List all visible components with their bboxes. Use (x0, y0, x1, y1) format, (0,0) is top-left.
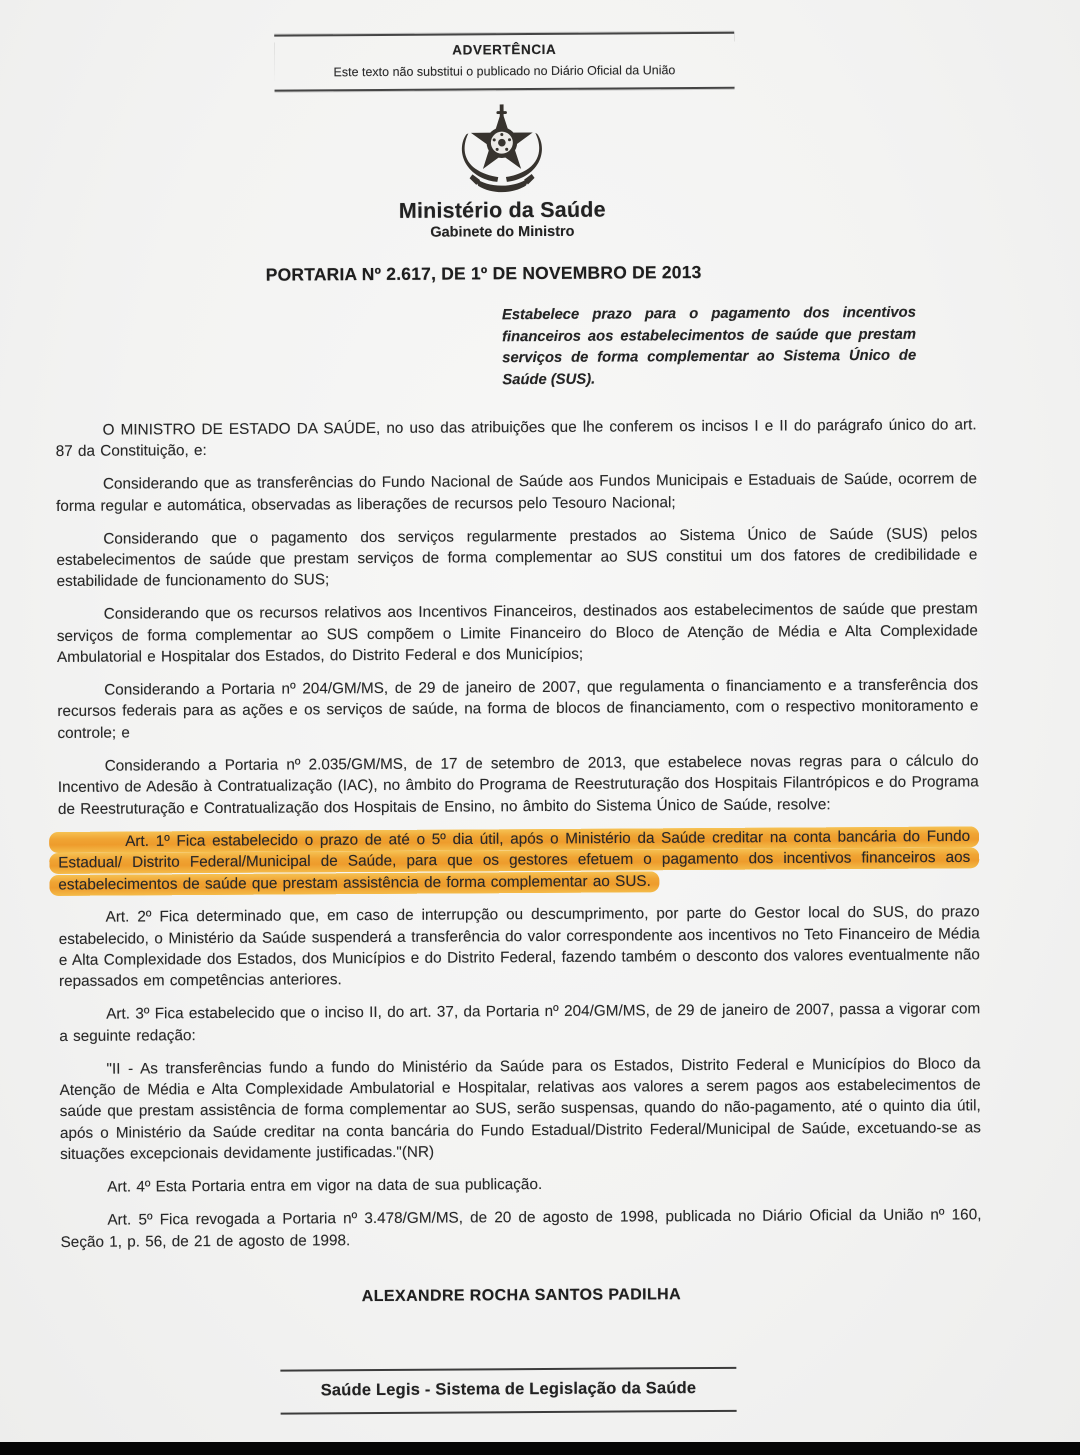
footer-box (280, 1367, 736, 1415)
document-paragraph: Considerando a Portaria nº 204/GM/MS, de 29 de janeiro de 2007, que regulamenta o financiamento e a transferência dos recursos federais para as ações e os serviços de saúde, na forma de blocos de financiamento, com o respectivo monitoramento e controle; e (57, 676, 979, 742)
document-summary: Estabelece prazo para o pagamento dos incentivos financeiros aos estabelecimentos de saúde que prestam serviços de forma complementar ao Sistema Único de Saúde (SUS). (501, 304, 917, 388)
document-paragraph: Art. 4º Esta Portaria entra em vigor na data de sua publicação. (107, 1176, 543, 1196)
highlighted-text: Art. 1º Fica estabelecido o prazo de até o 5º dia útil, após o Ministério da Saúde creditar na conta bancária do Fundo Estadual/ Distrito Federal/Municipal de Saúde, para que os gestores efetuem o pagamento dos incentivos financeiros aos estabelecimentos de saúde que prestam assistência de forma complementar ao SUS. (49, 826, 979, 895)
footer-label: Saúde Legis - Sistema de Legislação da Saúde (320, 1379, 697, 1400)
brazil-coat-of-arms-icon (459, 103, 546, 202)
document-paragraph: Art. 3º Fica estabelecido que o inciso II, do art. 37, da Portaria nº 204/GM/MS, de 29 de janeiro de 2007, passa a vigorar com a seguinte redação: (59, 1000, 981, 1045)
document-paragraph: Considerando a Portaria nº 2.035/GM/MS, de 17 de setembro de 2013, que estabelece novas regras para o cálculo do Incentivo de Adesão à Contratualização (IAC), no âmbito do Programa de Reestruturação dos Hospitais Filantrópicos e do Programa de Reestruturação e Contratualização dos Hospitais de Ensino, no âmbito do Sistema Único de Saúde, resolve: (57, 752, 979, 818)
document-paragraph (58, 826, 979, 896)
office-name: Gabinete do Ministro (430, 223, 575, 241)
notice-box (274, 32, 734, 92)
notice-subtitle: Este texto não substitui o publicado no Diário Oficial da União (333, 63, 676, 80)
document-paragraph: Art. 5º Fica revogada a Portaria nº 3.478/GM/MS, de 20 de agosto de 1998, publicada no Diário Oficial da União nº 160, Seção 1, p. 56, de 21 de agosto de 1998. (60, 1206, 982, 1251)
document-paragraph: Considerando que as transferências do Fundo Nacional de Saúde aos Fundos Municipais e Estaduais de Saúde, ocorrem de forma regular e automática, observadas as liberações de recursos pelo Tesouro Nacional; (56, 470, 977, 515)
document-paragraph: Considerando que os recursos relativos aos Incentivos Financeiros, destinados aos estabelecimentos de saúde que prestam serviços de forma complementar ao SUS compõem o Limite Financeiro do Bloco de Atenção de Média e Alta Complexidade Ambulatorial e Hospitalar dos Estados, do Distrito Federal e dos Municípios; (56, 600, 978, 667)
document-paragraph: Art. 2º Fica determinado que, em caso de interrupção ou descumprimento, por parte do Gestor local do SUS, do prazo estabelecido, o Ministério da Saúde suspenderá a transferência do valor correspondente aos incentivos no Teto Financeiro de Média e Alta Complexidade dos Estados, dos Municípios e do Distrito Federal, fazendo também o desconto dos valores eventualmente não repassados em competências anteriores. (58, 903, 980, 991)
bottom-letterbox-bar (0, 1442, 1080, 1455)
document-title: PORTARIA Nº 2.617, DE 1º DE NOVEMBRO DE 2013 (265, 262, 702, 285)
document-paragraph: "II - As transferências fundo a fundo do Ministério da Saúde para os Estados, Distrito Federal e Municípios do Bloco da Atenção de Média e Alta Complexidade Ambulatorial e Hospitalar, relativas aos valores a serem pagos aos estabelecimentos de saúde que prestam assistência de forma complementar ao SUS, serão suspensas, quando do não-pagamento, até o quinto dia útil, após o Ministério da Saúde creditar na conta bancária do Fundo Estadual/Distrito Federal/Municipal de Saúde, excetuando-se as situações excepcionais devidamente justificadas."(NR) (59, 1054, 981, 1164)
document-paragraph: Considerando que o pagamento dos serviços regularmente prestados ao Sistema Único de Saúde (SUS) pelos estabelecimentos de saúde que prestam serviços de forma complementar ao SUS constitui um dos fatores de credibilidade e estabilidade de funcionamento do SUS; (56, 524, 978, 591)
notice-title: ADVERTÊNCIA (452, 41, 557, 58)
signature-name: ALEXANDRE ROCHA SANTOS PADILHA (361, 1286, 682, 1306)
document-paragraph: O MINISTRO DE ESTADO DA SAÚDE, no uso das atribuições que lhe conferem os incisos I e II do parágrafo único do art. 87 da Constituição, e: (55, 416, 977, 461)
ministry-name: Ministério da Saúde (398, 197, 606, 223)
document-body (56, 414, 982, 1264)
